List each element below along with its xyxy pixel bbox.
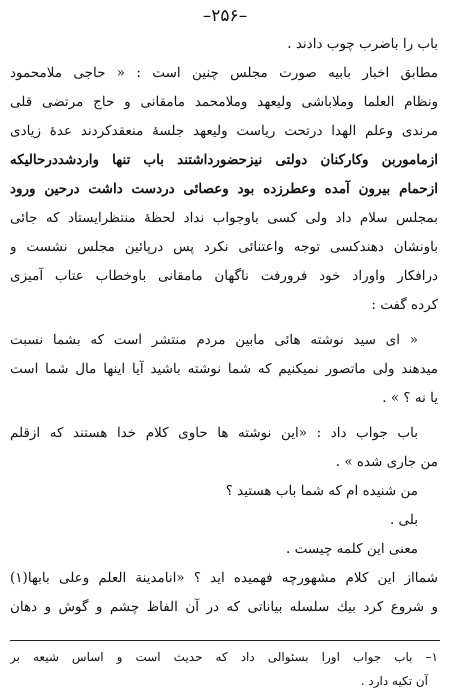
- footnote-line: آن تکیه دارد .: [360, 674, 428, 688]
- text-line: بمجلس سلام داد ولی کسی باوجواب نداد لحظهٔ منتظرایستاد که جائی: [10, 210, 438, 226]
- text-line: من شنیده ام که شما باب هستید ؟: [225, 483, 418, 499]
- text-line: باب را باضرب چوب دادند .: [287, 36, 438, 52]
- text-line: درافکار واوراد خود فرورفت ناگهان مامقانی باوخطاب عتاب آمیزی: [10, 268, 438, 284]
- text-line: کرده گفت :: [371, 297, 438, 313]
- text-line: و شروع کرد بیك سلسله بیاناتی که در آن الفاظ چشم و گوش و دهان: [10, 599, 438, 615]
- text-line: ازحمام بیرون آمده وعطرزده بود وعصائی دردست داشت درحین ورود: [10, 181, 438, 197]
- body-text: [10, 30, 438, 622]
- footnote-divider: [10, 640, 440, 641]
- text-line: معنی این کلمه چیست .: [286, 541, 418, 557]
- page-number: –۲۵۶–: [202, 6, 248, 26]
- text-line: یا نه ؟ » .: [382, 390, 438, 406]
- text-line: میدهند ولی ماتصور نمیکنیم که شما نوشته باشید آیا اینها مال شما است: [10, 361, 438, 377]
- text-line: باب جواب داد : «این نوشته ها حاوی کلام خدا هستند که ازقلم: [10, 425, 418, 441]
- text-line: « ای سید نوشته هائی مابین مردم منتشر است که بشما نسبت: [10, 332, 418, 348]
- text-line: شمااز این کلام مشهورچه فهمیده اید ؟ «انامدینة العلم وعلی بابها(۱): [10, 570, 438, 586]
- text-line: بلی .: [389, 512, 418, 528]
- footnote: [10, 645, 438, 693]
- text-line: باونشان دهندکسی توجه واعتنائی نکرد پس درپائین مجلس نشست و: [10, 239, 438, 255]
- text-line: من جاری شده » .: [335, 454, 438, 470]
- footnote-line: ۱– باب جواب اورا بسئوالی داد که حدیث است و اساس شیعه بر: [10, 650, 438, 664]
- text-line: مرندی وعلم الهدا درتحت ریاست ولیعهد جلسهٔ منعقدکردند عدهٔ زیادی: [10, 123, 438, 139]
- text-line: مطابق اخبار بابیه صورت مجلس چنین است : « حاجی ملامحمود: [10, 65, 438, 81]
- text-line: ونظام العلما وملاباشی ولیعهد وملامحمد مامقانی و حاج مرتضی قلی: [10, 94, 438, 110]
- text-line: ازماموربن وکارکنان دولتی نیزحضورداشتند باب تنها واردشددرحالیکه: [10, 152, 438, 168]
